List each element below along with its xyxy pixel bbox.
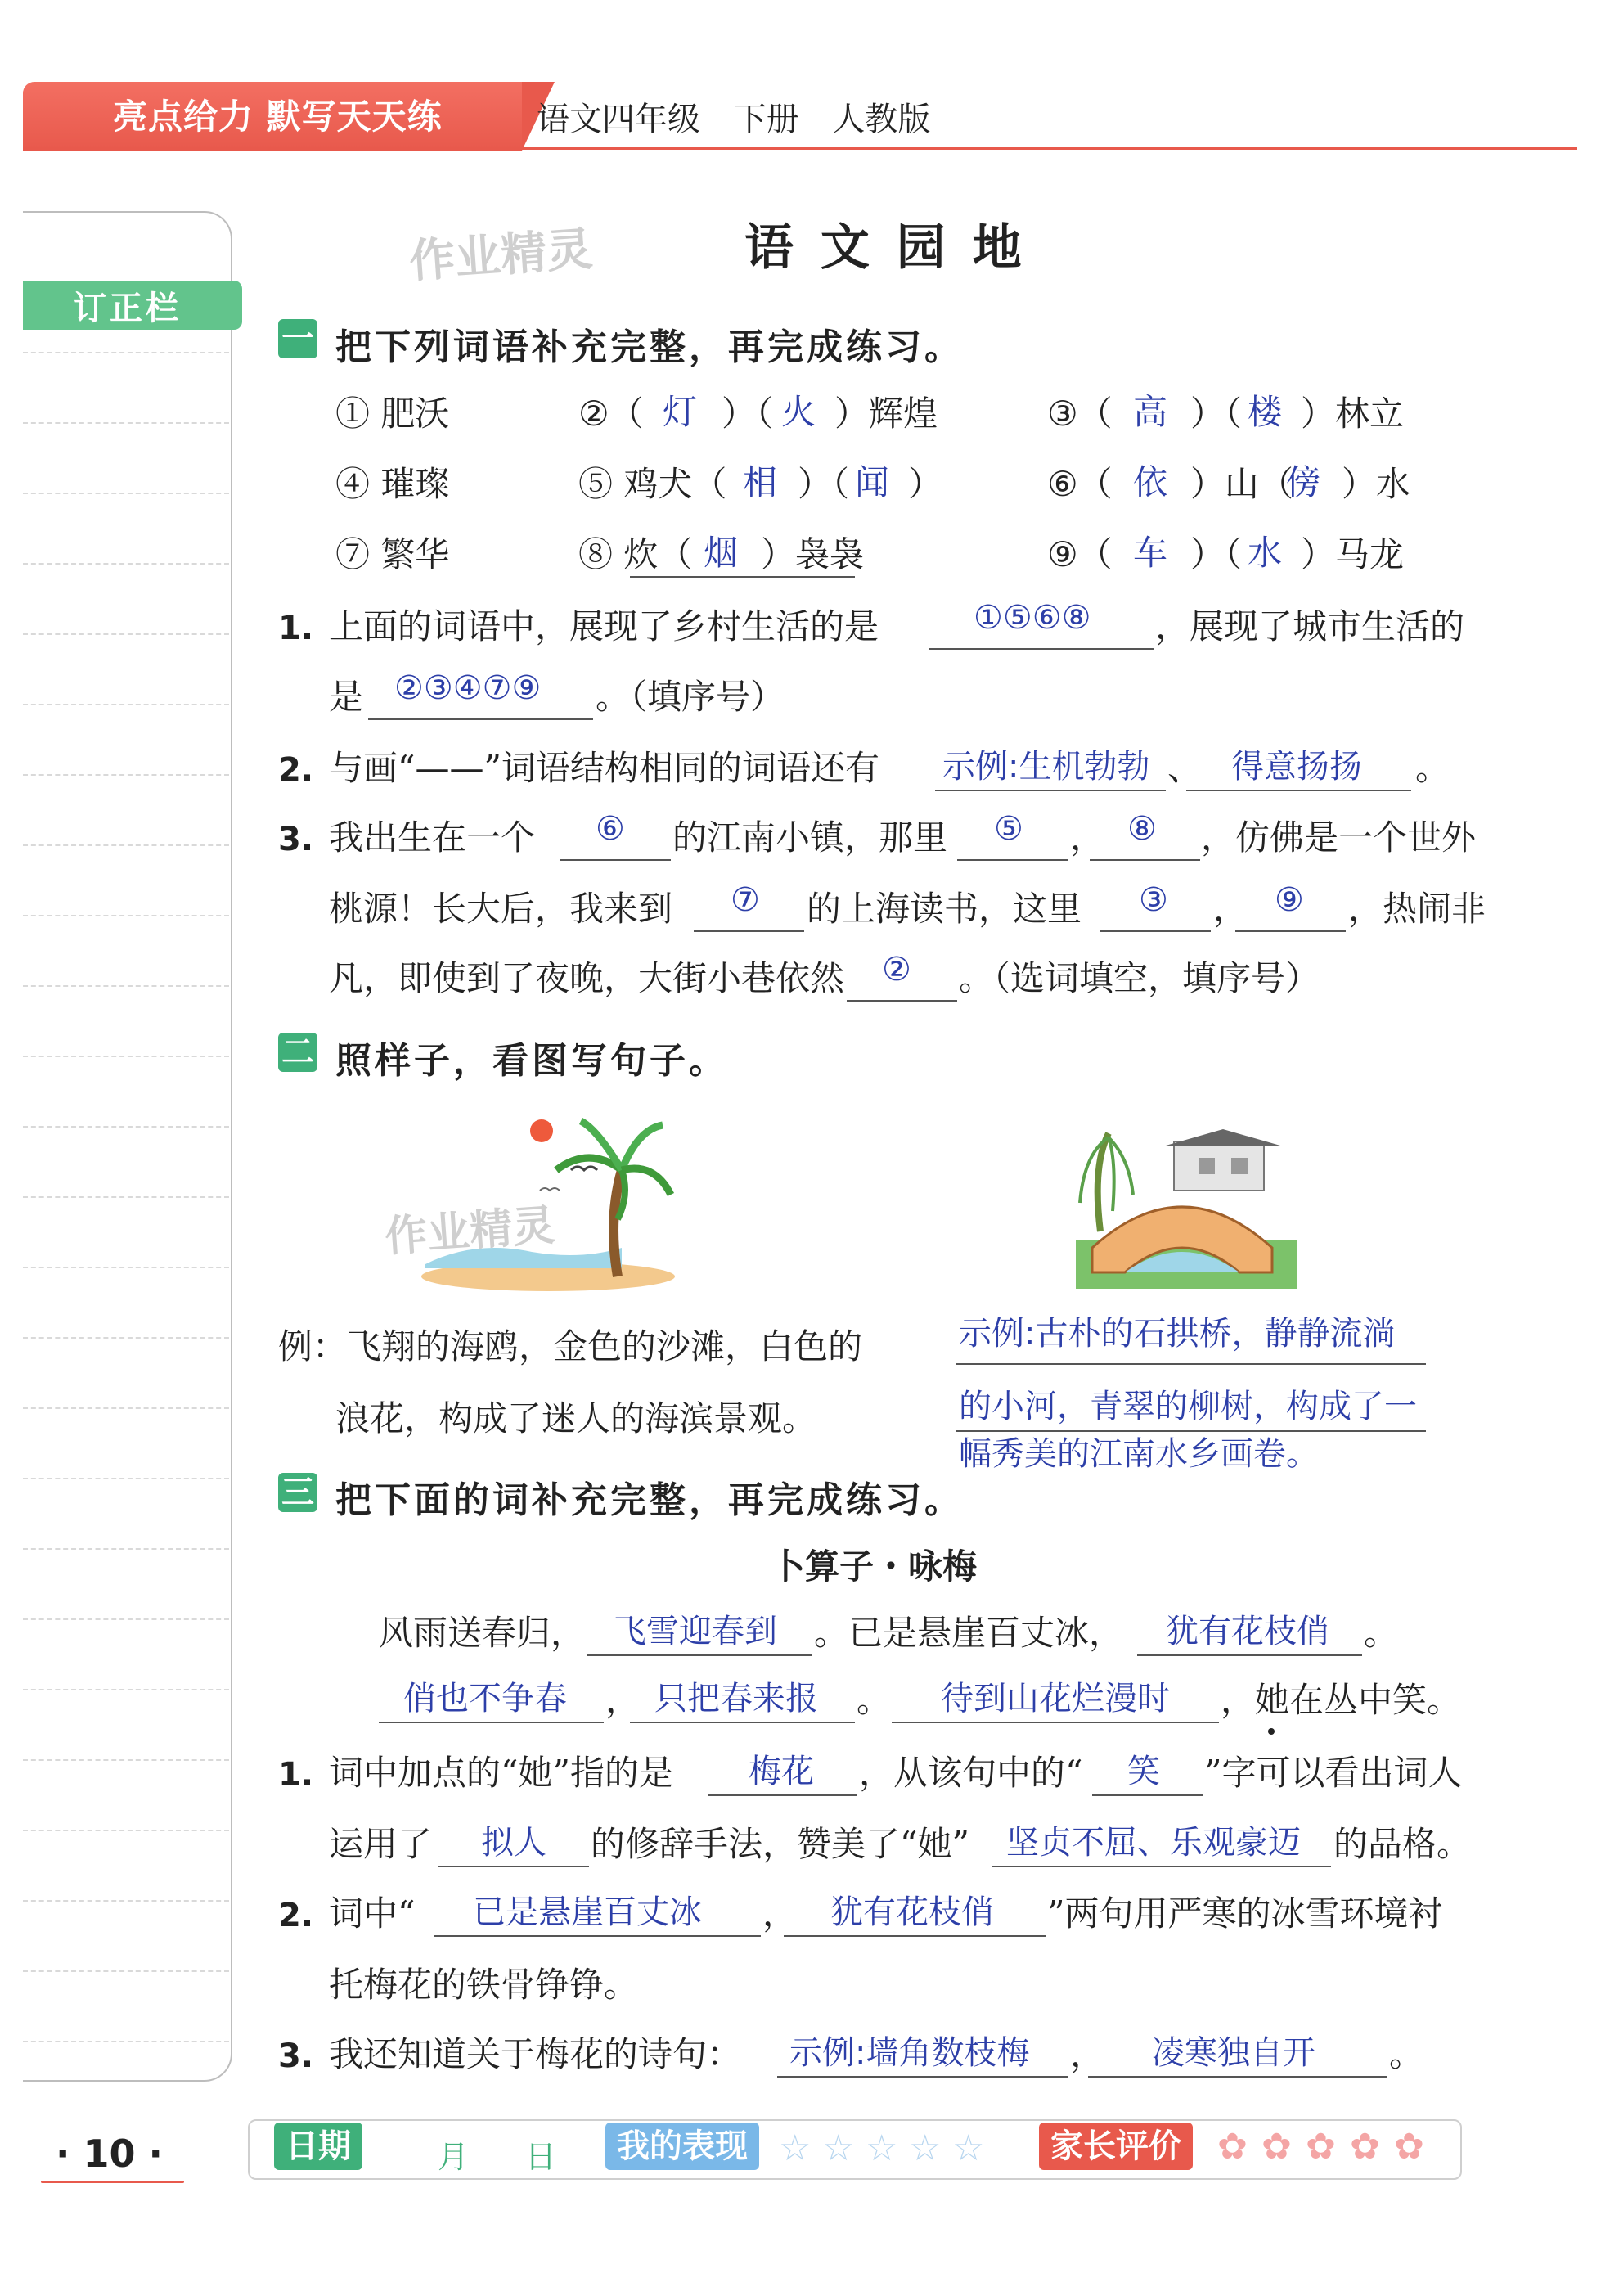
poem-answer-1: 飞雪迎春到 xyxy=(614,1613,777,1650)
word-3-mid: ）（ xyxy=(1190,394,1243,434)
s3-q1-text-f: 的品格。 xyxy=(1333,1824,1472,1864)
word-5-mid: ）（ xyxy=(798,464,850,504)
word-9-mid: ）（ xyxy=(1190,534,1243,574)
s3-q2-text-d: 托梅花的铁骨铮铮。 xyxy=(329,1965,639,2005)
q2-answer-2: 得意扬扬 xyxy=(1231,748,1362,786)
correction-line xyxy=(23,1267,229,1268)
date-label: 日期 xyxy=(274,2123,362,2170)
flower-icon-1[interactable]: ✿ xyxy=(1217,2126,1248,2168)
correction-line xyxy=(23,1548,229,1550)
word-5-open: ⑤ 鸡犬（ xyxy=(578,464,727,504)
star-icon-1[interactable]: ☆ xyxy=(779,2127,812,2169)
poem-line2-b: 。 xyxy=(857,1680,892,1720)
q3-number: 3. xyxy=(278,821,314,858)
correction-column xyxy=(23,211,232,2082)
q3-text-d: 桃源！长大后，我来到 xyxy=(329,889,673,929)
answer-word-2b: 火 xyxy=(781,392,816,432)
section-title-3: 把下面的词补充完整，再完成练习。 xyxy=(335,1479,964,1521)
watermark-2: 作业精灵 xyxy=(383,1200,557,1263)
q3-comma-2: ， xyxy=(1213,889,1248,929)
s3-q1-answer-1: 梅花 xyxy=(749,1753,814,1790)
word-8-end: ）袅袅 xyxy=(761,534,865,574)
correction-line xyxy=(23,1830,229,1831)
star-icon-4[interactable]: ☆ xyxy=(909,2127,942,2169)
q2-text-a: 与画“——”词语结构相同的词语还有 xyxy=(329,748,879,788)
q3-answer-5: ③ xyxy=(1139,881,1168,919)
poem-line1-c: 。 xyxy=(1364,1613,1399,1653)
correction-line xyxy=(23,985,229,987)
section-title-1: 把下列词语补充完整，再完成练习。 xyxy=(335,326,964,368)
poem-answer-2: 犹有花枝俏 xyxy=(1166,1613,1329,1650)
correction-line xyxy=(23,774,229,776)
q2-separator: 、 xyxy=(1167,748,1203,788)
s3-q2-number: 2. xyxy=(278,1897,314,1934)
section-badge-1: 一 xyxy=(278,319,317,358)
s3-q1-answer-4: 坚贞不屈、乐观豪迈 xyxy=(1006,1824,1301,1862)
s3-q1-text-d: 运用了 xyxy=(329,1824,433,1864)
word-6-end: ）水 xyxy=(1342,464,1411,504)
q3-text-h: 。（选词填空，填序号） xyxy=(959,958,1320,998)
star-icon-3[interactable]: ☆ xyxy=(866,2127,898,2169)
word-4: ④ 璀璨 xyxy=(335,464,450,504)
correction-line xyxy=(23,422,229,424)
word-9-end: ）马龙 xyxy=(1301,534,1405,574)
q3-answer-7: ② xyxy=(882,951,911,988)
q3-comma-1: ， xyxy=(1070,817,1105,858)
poem-answer-3: 俏也不争春 xyxy=(403,1680,567,1717)
s3-q2-answer-2: 犹有花枝俏 xyxy=(830,1893,994,1931)
poem-answer-5: 待到山花烂漫时 xyxy=(941,1680,1170,1717)
poem-line2-a: ， xyxy=(605,1680,641,1720)
header-subtitle: 语文四年级 下册 人教版 xyxy=(537,101,931,138)
s3-q3-text-a: 我还知道关于梅花的诗句： xyxy=(329,2034,742,2074)
answer-word-8: 烟 xyxy=(704,533,739,573)
s3-q1-number: 1. xyxy=(278,1756,314,1794)
q1-text-b: ，展现了城市生活的 xyxy=(1155,606,1465,646)
correction-line xyxy=(23,1337,229,1339)
answer-word-9b: 水 xyxy=(1248,533,1283,573)
q3-text-f: ，热闹非 xyxy=(1348,889,1486,929)
answer-word-3a: 高 xyxy=(1133,392,1168,432)
q3-answer-1: ⑥ xyxy=(596,810,625,848)
answer-text-3: 幅秀美的江南水乡画卷。 xyxy=(959,1435,1319,1473)
correction-line xyxy=(23,633,229,635)
flower-icon-3[interactable]: ✿ xyxy=(1306,2126,1336,2168)
example-line-2: 浪花，构成了迷人的海滨景观。 xyxy=(335,1398,817,1438)
correction-line xyxy=(23,1056,229,1057)
flower-icon-5[interactable]: ✿ xyxy=(1394,2126,1424,2168)
q2-end: 。 xyxy=(1415,748,1450,788)
q3-text-a: 我出生在一个 xyxy=(329,817,536,858)
header-title: 亮点给力 默写天天练 xyxy=(113,97,443,137)
poem-answer-4: 只把春来报 xyxy=(654,1680,818,1717)
answer-word-9a: 车 xyxy=(1133,533,1168,573)
s3-q3-answer-2: 凌寒独自开 xyxy=(1152,2034,1315,2072)
answer-word-6a: 依 xyxy=(1133,462,1168,502)
correction-line xyxy=(23,493,229,494)
emphasis-dot xyxy=(1268,1728,1275,1735)
s3-q2-text-c: ”两句用严寒的冰雪环境衬 xyxy=(1047,1893,1443,1934)
q3-answer-4: ⑦ xyxy=(731,881,760,919)
poem-line1-a: 风雨送春归， xyxy=(379,1613,586,1653)
correction-line xyxy=(23,563,229,565)
q1-answer-1: ①⑤⑥⑧ xyxy=(974,599,1091,637)
answer-word-5a: 相 xyxy=(743,462,778,502)
correction-line xyxy=(23,1126,229,1128)
s3-q2-text-a: 词中“ xyxy=(329,1893,416,1934)
q3-text-e: 的上海读书，这里 xyxy=(807,889,1082,929)
correction-line xyxy=(23,1759,229,1761)
q3-answer-6: ⑨ xyxy=(1275,881,1304,919)
s3-q1-answer-3: 拟人 xyxy=(481,1824,546,1862)
flower-icon-2[interactable]: ✿ xyxy=(1261,2126,1292,2168)
s3-q2-answer-1: 已是悬崖百丈冰 xyxy=(473,1893,702,1931)
correction-label: 订正栏 xyxy=(74,290,182,327)
parent-eval-label: 家长评价 xyxy=(1039,2123,1193,2170)
q3-answer-3: ⑧ xyxy=(1127,810,1157,848)
header-rule xyxy=(23,147,1577,150)
star-icon-2[interactable]: ☆ xyxy=(822,2127,855,2169)
q2-number: 2. xyxy=(278,751,314,789)
s3-q3-number: 3. xyxy=(278,2037,314,2075)
s3-q1-answer-2: 笑 xyxy=(1127,1753,1160,1790)
q3-text-g: 凡，即使到了夜晚，大街小巷依然 xyxy=(329,958,845,998)
q1-answer-2: ②③④⑦⑨ xyxy=(394,669,542,707)
q1-text-d: 。（填序号） xyxy=(596,677,785,717)
section-title-2: 照样子，看图写句子。 xyxy=(335,1040,728,1082)
correction-line xyxy=(23,1970,229,1972)
correction-line xyxy=(23,704,229,705)
correction-line xyxy=(23,915,229,916)
s3-q1-text-c: ”字可以看出词人 xyxy=(1204,1753,1463,1793)
answer-word-6b: 傍 xyxy=(1286,462,1321,502)
poem-title: 卜算子・咏梅 xyxy=(771,1546,978,1587)
s3-q3-text-b: ， xyxy=(1070,2034,1105,2074)
poem-line1-b: 。已是悬崖百丈冰， xyxy=(814,1613,1124,1653)
q1-number: 1. xyxy=(278,610,314,647)
q3-text-c: ，仿佛是一个世外 xyxy=(1201,817,1477,858)
word-2-end: ）辉煌 xyxy=(834,394,938,434)
s3-q1-text-b: ，从该句中的“ xyxy=(859,1753,1083,1793)
q3-answer-2: ⑤ xyxy=(994,810,1023,848)
month-label: 月 xyxy=(438,2139,470,2175)
word-7: ⑦ 繁华 xyxy=(335,534,450,574)
page-number: · 10 · xyxy=(56,2132,163,2176)
section-badge-3: 三 xyxy=(278,1473,317,1512)
s3-q3-answer-1: 示例:墙角数枝梅 xyxy=(789,2034,1030,2072)
answer-text-2: 的小河，青翠的柳树，构成了一 xyxy=(959,1388,1417,1425)
page-title: 语 文 园 地 xyxy=(744,219,1027,277)
word-8-open: ⑧ 炊（ xyxy=(578,534,693,574)
day-label: 日 xyxy=(525,2139,557,2175)
word-3-end: ）林立 xyxy=(1301,394,1405,434)
word-9-open: ⑨（ xyxy=(1047,534,1113,574)
correction-line xyxy=(23,844,229,846)
correction-line xyxy=(23,1689,229,1690)
answer-text-1: 示例:古朴的石拱桥，静静流淌 xyxy=(959,1315,1396,1353)
word-3-open: ③（ xyxy=(1047,394,1113,434)
correction-line xyxy=(23,1618,229,1620)
q1-text-c: 是 xyxy=(329,677,364,717)
word-1: ① 肥沃 xyxy=(335,394,450,434)
s3-q3-text-c: 。 xyxy=(1389,2034,1424,2074)
correction-line xyxy=(23,2041,229,2042)
q3-text-b: 的江南小镇，那里 xyxy=(672,817,948,858)
correction-line xyxy=(23,1196,229,1198)
s3-q1-text-a: 词中加点的“她”指的是 xyxy=(329,1753,673,1793)
page-number-rule xyxy=(41,2181,184,2183)
answer-word-5b: 闻 xyxy=(855,462,890,502)
s3-q1-text-e: 的修辞手法，赞美了“她” xyxy=(591,1824,969,1864)
word-6-mid: ）山（ xyxy=(1190,464,1294,504)
section-badge-2: 二 xyxy=(278,1033,317,1072)
correction-line xyxy=(23,1478,229,1479)
performance-label: 我的表现 xyxy=(605,2123,759,2170)
bridge-illustration xyxy=(1076,1125,1297,1289)
answer-word-2a: 灯 xyxy=(663,392,698,432)
poem-line2-c: ，她在丛中笑。 xyxy=(1221,1680,1462,1720)
correction-line xyxy=(23,1900,229,1902)
s3-q2-text-b: ， xyxy=(762,1893,798,1934)
underline-word-8 xyxy=(630,576,855,578)
q2-answer-1: 示例:生机勃勃 xyxy=(942,748,1150,786)
answer-word-3b: 楼 xyxy=(1248,392,1283,432)
correction-line xyxy=(23,352,229,353)
star-icon-5[interactable]: ☆ xyxy=(952,2127,985,2169)
flower-icon-4[interactable]: ✿ xyxy=(1350,2126,1380,2168)
word-2-mid: ）（ xyxy=(722,394,774,434)
correction-line xyxy=(23,1407,229,1409)
watermark: 作业精灵 xyxy=(407,223,595,289)
example-line-1: 例：飞翔的海鸥，金色的沙滩，白色的 xyxy=(278,1326,863,1366)
word-6-open: ⑥（ xyxy=(1047,464,1113,504)
word-2-open: ②（ xyxy=(578,394,644,434)
q1-text-a: 上面的词语中，展现了乡村生活的是 xyxy=(329,606,879,646)
word-5-end: ） xyxy=(908,464,943,504)
